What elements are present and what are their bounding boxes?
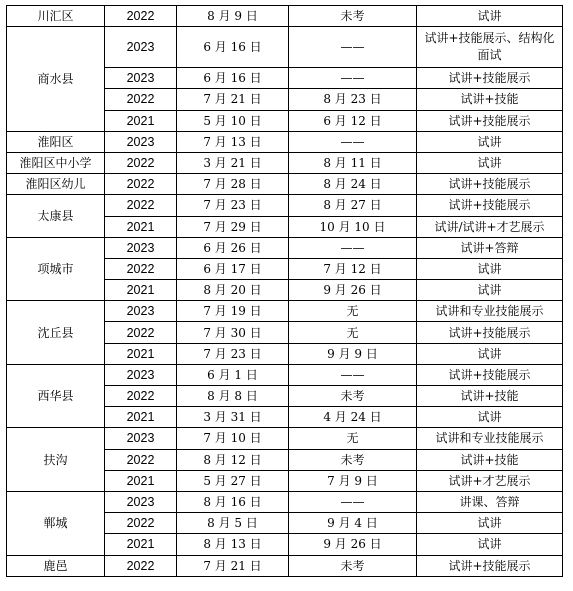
date-cell: 3 月 31 日	[177, 407, 289, 428]
table-row	[7, 428, 563, 449]
area-cell: 太康县	[7, 195, 105, 237]
table-row	[7, 131, 563, 152]
date2-cell: 9 月 4 日	[289, 513, 417, 534]
method-cell: 试讲+才艺展示	[417, 470, 563, 491]
year-cell: 2022	[105, 174, 177, 195]
date-cell: 6 月 17 日	[177, 258, 289, 279]
date-cell: 5 月 10 日	[177, 110, 289, 131]
area-cell: 淮阳区	[7, 131, 105, 152]
date-cell: 7 月 10 日	[177, 428, 289, 449]
date2-cell: ——	[289, 364, 417, 385]
year-cell: 2021	[105, 216, 177, 237]
date2-cell: 6 月 12 日	[289, 110, 417, 131]
method-cell: 试讲	[417, 152, 563, 173]
date2-cell: 10 月 10 日	[289, 216, 417, 237]
date-cell: 6 月 16 日	[177, 27, 289, 68]
method-cell: 试讲+答辩	[417, 237, 563, 258]
date-cell: 8 月 20 日	[177, 280, 289, 301]
method-cell: 试讲+技能展示、结构化面试	[417, 27, 563, 68]
year-cell: 2022	[105, 513, 177, 534]
year-cell: 2022	[105, 322, 177, 343]
method-cell: 试讲+技能展示	[417, 110, 563, 131]
date-cell: 7 月 23 日	[177, 343, 289, 364]
date-cell: 8 月 12 日	[177, 449, 289, 470]
method-cell: 试讲+技能展示	[417, 195, 563, 216]
table-row	[7, 301, 563, 322]
date-cell: 7 月 21 日	[177, 89, 289, 110]
date-cell: 3 月 21 日	[177, 152, 289, 173]
method-cell: 试讲/试讲+才艺展示	[417, 216, 563, 237]
date-cell: 8 月 5 日	[177, 513, 289, 534]
date2-cell: 无	[289, 322, 417, 343]
area-cell: 郸城	[7, 491, 105, 555]
method-cell: 试讲和专业技能展示	[417, 428, 563, 449]
method-cell: 试讲+技能展示	[417, 174, 563, 195]
area-cell: 项城市	[7, 237, 105, 301]
date2-cell: 未考	[289, 386, 417, 407]
method-cell: 试讲+技能	[417, 449, 563, 470]
date2-cell: ——	[289, 237, 417, 258]
year-cell: 2022	[105, 555, 177, 576]
area-cell: 川汇区	[7, 6, 105, 27]
date2-cell: 9 月 26 日	[289, 280, 417, 301]
date2-cell: ——	[289, 131, 417, 152]
year-cell: 2022	[105, 258, 177, 279]
date2-cell: 9 月 9 日	[289, 343, 417, 364]
year-cell: 2023	[105, 491, 177, 512]
method-cell: 试讲+技能展示	[417, 322, 563, 343]
year-cell: 2023	[105, 27, 177, 68]
date2-cell: 8 月 11 日	[289, 152, 417, 173]
area-cell: 淮阳区中小学	[7, 152, 105, 173]
date-cell: 7 月 21 日	[177, 555, 289, 576]
table-row	[7, 555, 563, 576]
method-cell: 试讲	[417, 280, 563, 301]
method-cell: 试讲+技能展示	[417, 364, 563, 385]
table-row	[7, 491, 563, 512]
year-cell: 2023	[105, 68, 177, 89]
year-cell: 2022	[105, 195, 177, 216]
date2-cell: ——	[289, 27, 417, 68]
date2-cell: 9 月 26 日	[289, 534, 417, 555]
area-cell: 鹿邑	[7, 555, 105, 576]
date2-cell: ——	[289, 68, 417, 89]
date2-cell: 无	[289, 301, 417, 322]
table-row	[7, 237, 563, 258]
date2-cell: ——	[289, 491, 417, 512]
date-cell: 8 月 9 日	[177, 6, 289, 27]
method-cell: 试讲和专业技能展示	[417, 301, 563, 322]
year-cell: 2022	[105, 152, 177, 173]
table-row	[7, 27, 563, 68]
date-cell: 7 月 28 日	[177, 174, 289, 195]
method-cell: 试讲+技能展示	[417, 68, 563, 89]
schedule-table	[6, 5, 563, 577]
method-cell: 试讲	[417, 343, 563, 364]
area-cell: 商水县	[7, 27, 105, 132]
date-cell: 7 月 29 日	[177, 216, 289, 237]
year-cell: 2021	[105, 534, 177, 555]
year-cell: 2022	[105, 386, 177, 407]
date-cell: 8 月 13 日	[177, 534, 289, 555]
table-row	[7, 364, 563, 385]
year-cell: 2023	[105, 364, 177, 385]
date2-cell: 7 月 9 日	[289, 470, 417, 491]
date2-cell: 8 月 24 日	[289, 174, 417, 195]
date2-cell: 4 月 24 日	[289, 407, 417, 428]
date-cell: 7 月 23 日	[177, 195, 289, 216]
date-cell: 6 月 26 日	[177, 237, 289, 258]
year-cell: 2023	[105, 301, 177, 322]
date2-cell: 未考	[289, 555, 417, 576]
table-row	[7, 6, 563, 27]
date-cell: 5 月 27 日	[177, 470, 289, 491]
schedule-table-body	[7, 6, 563, 577]
date2-cell: 未考	[289, 6, 417, 27]
method-cell: 试讲	[417, 258, 563, 279]
year-cell: 2021	[105, 110, 177, 131]
date-cell: 6 月 16 日	[177, 68, 289, 89]
year-cell: 2023	[105, 237, 177, 258]
method-cell: 讲课、答辩	[417, 491, 563, 512]
method-cell: 试讲	[417, 534, 563, 555]
method-cell: 试讲	[417, 131, 563, 152]
method-cell: 试讲	[417, 513, 563, 534]
method-cell: 试讲	[417, 6, 563, 27]
year-cell: 2021	[105, 407, 177, 428]
year-cell: 2022	[105, 6, 177, 27]
table-row	[7, 174, 563, 195]
method-cell: 试讲	[417, 407, 563, 428]
method-cell: 试讲+技能	[417, 89, 563, 110]
year-cell: 2022	[105, 89, 177, 110]
year-cell: 2021	[105, 470, 177, 491]
date-cell: 7 月 30 日	[177, 322, 289, 343]
area-cell: 淮阳区幼儿	[7, 174, 105, 195]
date-cell: 6 月 1 日	[177, 364, 289, 385]
table-row	[7, 152, 563, 173]
area-cell: 沈丘县	[7, 301, 105, 365]
year-cell: 2021	[105, 343, 177, 364]
date-cell: 7 月 13 日	[177, 131, 289, 152]
method-cell: 试讲+技能展示	[417, 555, 563, 576]
date2-cell: 无	[289, 428, 417, 449]
date-cell: 8 月 8 日	[177, 386, 289, 407]
date2-cell: 未考	[289, 449, 417, 470]
table-row	[7, 195, 563, 216]
year-cell: 2023	[105, 428, 177, 449]
date2-cell: 8 月 27 日	[289, 195, 417, 216]
date2-cell: 7 月 12 日	[289, 258, 417, 279]
area-cell: 西华县	[7, 364, 105, 428]
area-cell: 扶沟	[7, 428, 105, 492]
date-cell: 8 月 16 日	[177, 491, 289, 512]
year-cell: 2022	[105, 449, 177, 470]
date-cell: 7 月 19 日	[177, 301, 289, 322]
year-cell: 2023	[105, 131, 177, 152]
method-cell: 试讲+技能	[417, 386, 563, 407]
date2-cell: 8 月 23 日	[289, 89, 417, 110]
year-cell: 2021	[105, 280, 177, 301]
